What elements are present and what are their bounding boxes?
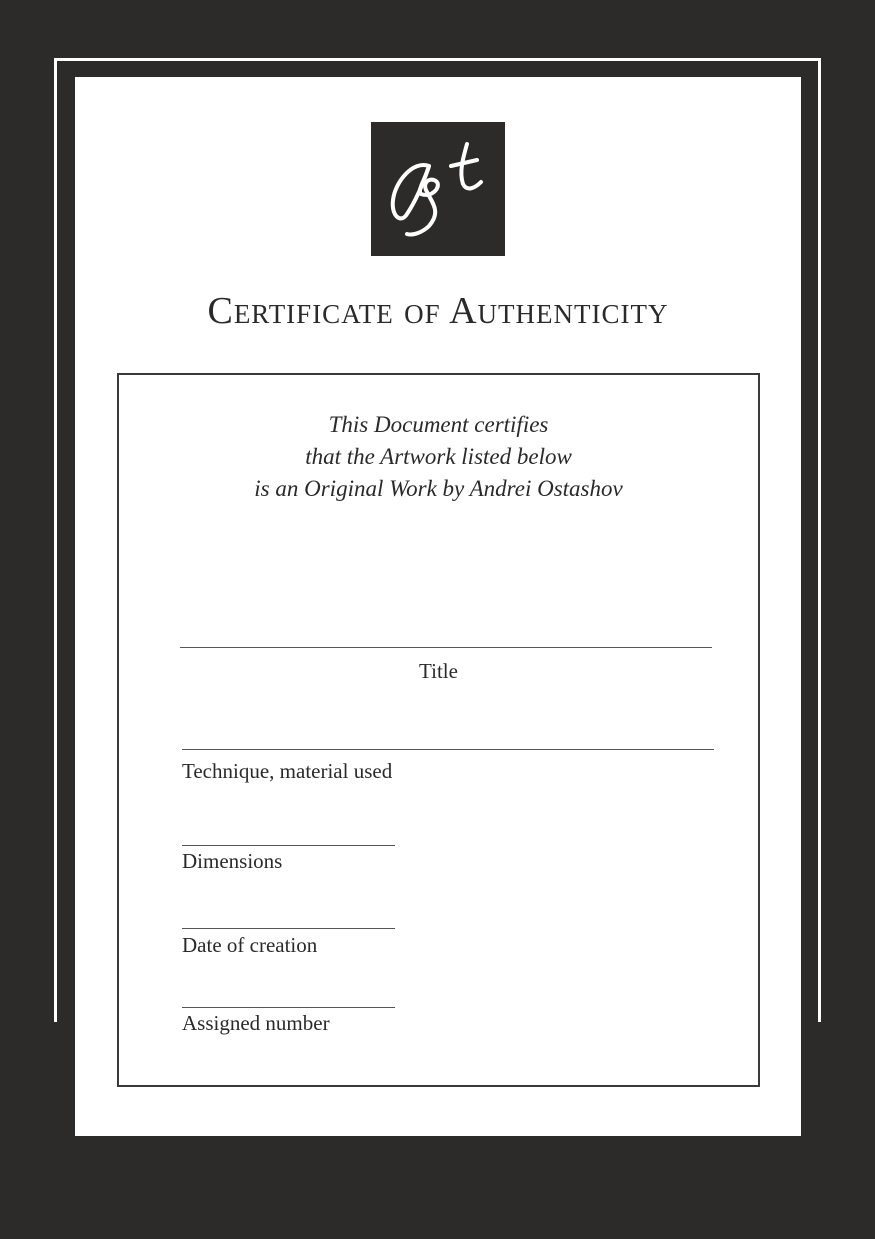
technique-label: Technique, material used (182, 759, 393, 783)
dimensions-line (182, 845, 395, 846)
details-box (117, 373, 760, 1087)
intro-line: that the Artwork listed below (305, 444, 572, 469)
number-line (182, 1007, 395, 1008)
date-line (182, 928, 395, 929)
intro-line: This Document certifies (328, 412, 549, 437)
intro-line: is an Original Work by Andrei Ostashov (254, 476, 623, 501)
signature-logo (371, 122, 505, 256)
number-label: Assigned number (182, 1011, 330, 1035)
intro-text (119, 409, 758, 505)
technique-line (182, 749, 714, 750)
title-line (180, 647, 712, 648)
signature-icon (371, 122, 505, 256)
certificate-heading: Certificate of Authenticity (207, 290, 669, 332)
title-label: Title (419, 659, 458, 683)
date-label: Date of creation (182, 933, 318, 957)
dimensions-label: Dimensions (182, 849, 283, 873)
certificate-page (75, 77, 801, 1136)
